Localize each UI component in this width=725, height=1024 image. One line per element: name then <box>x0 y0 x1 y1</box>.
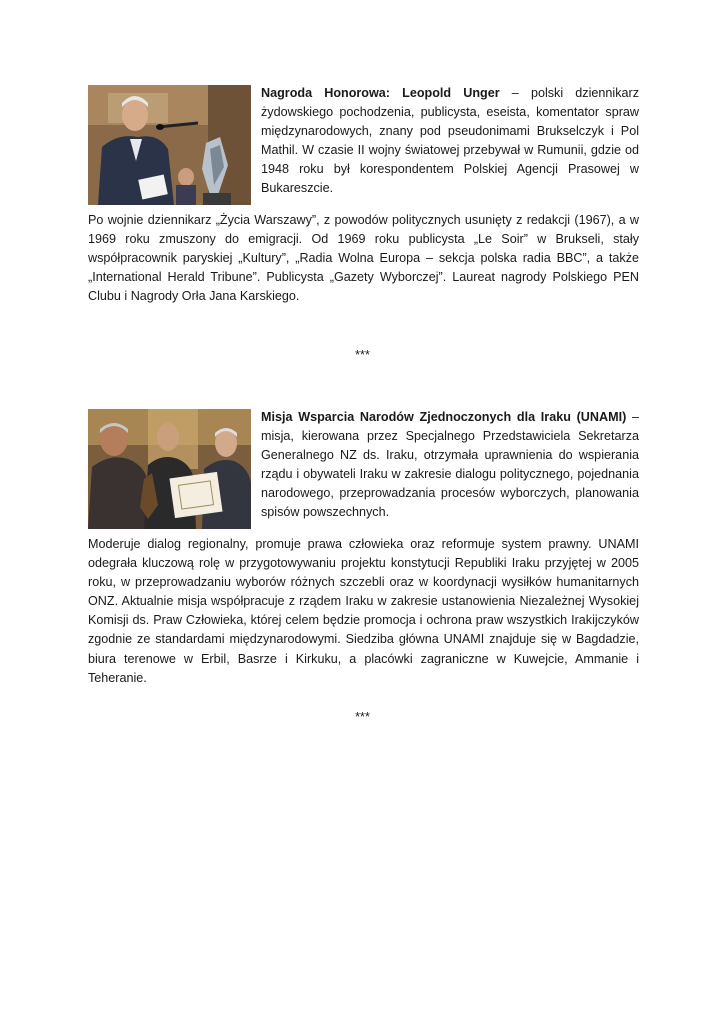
award-entry-unami <box>88 408 639 688</box>
section-separator: *** <box>355 710 370 724</box>
entry-title: Nagroda Honorowa: Leopold Unger <box>261 86 500 100</box>
entry-intro: – misja, kierowana przez Specjalnego Przedstawiciela Sekretarza Generalnego NZ ds. Iraku, otrzymała uprawnienia do wspierania rządu i obywateli Iraku w zakresie dialogu politycznego, pojednania narodowego, przeprowadzania procesów wyborczych, planowania spisów powszechnych. <box>261 410 639 520</box>
entry-title: Misja Wsparcia Narodów Zjednoczonych dla Iraku (UNAMI) <box>261 410 627 424</box>
entry-intro: – polski dziennikarz żydowskiego pochodzenia, publicysta, eseista, komentator spraw międzynarodowych, znany pod pseudonimami Brukselczyk i Pol Mathil. W czasie II wojny światowej przebywał w Rumunii, gdzie od 1948 roku był korespondentem Polskiej Agencji Prasowej w Bukareszcie. <box>261 86 639 196</box>
entry-body: Po wojnie dziennikarz „Życia Warszawy”, z powodów politycznych usunięty z redakcji (1967), a w 1969 roku zmuszony do emigracji. Od 1969 roku publicysta „Le Soir” w Brukseli, stały współpracownik paryskiej „Kultury”, „Radia Wolna Europa – sekcja polska radia BBC”, a także „International Herald Tribune”. Publicysta „Gazety Wyborczej”. Laureat nagrody Polskiego PEN Clubu i Nagrody Orła Jana Karskiego. <box>88 213 639 304</box>
photo-leopold-unger <box>88 85 251 205</box>
photo-unami-award <box>88 409 251 529</box>
entry-body: Moderuje dialog regionalny, promuje prawa człowieka oraz reformuje system prawny. UNAMI odegrała kluczową rolę w przygotowywaniu projektu konstytucji Republiki Iraku przyjętej w 2005 roku, w przeprowadzaniu wyborów różnych szczebli oraz w koordynacji wysiłków humanitarnych ONZ. Aktualnie misja współpracuje z rządem Iraku w zakresie ustanowienia Niezależnej Wysokiej Komisji ds. Praw Człowieka, której celem będzie promocja i ochrona praw wszystkich Irakijczyków zgodnie ze standardami międzynarodowymi. Siedziba główna UNAMI znajduje się w Bagdadzie, biura terenowe w Erbil, Basrze i Kirkuku, a placówki zagraniczne w Kuwejcie, Ammanie i Teheranie. <box>88 537 639 685</box>
award-entry-leopold-unger <box>88 84 639 306</box>
section-separator: *** <box>355 348 370 362</box>
